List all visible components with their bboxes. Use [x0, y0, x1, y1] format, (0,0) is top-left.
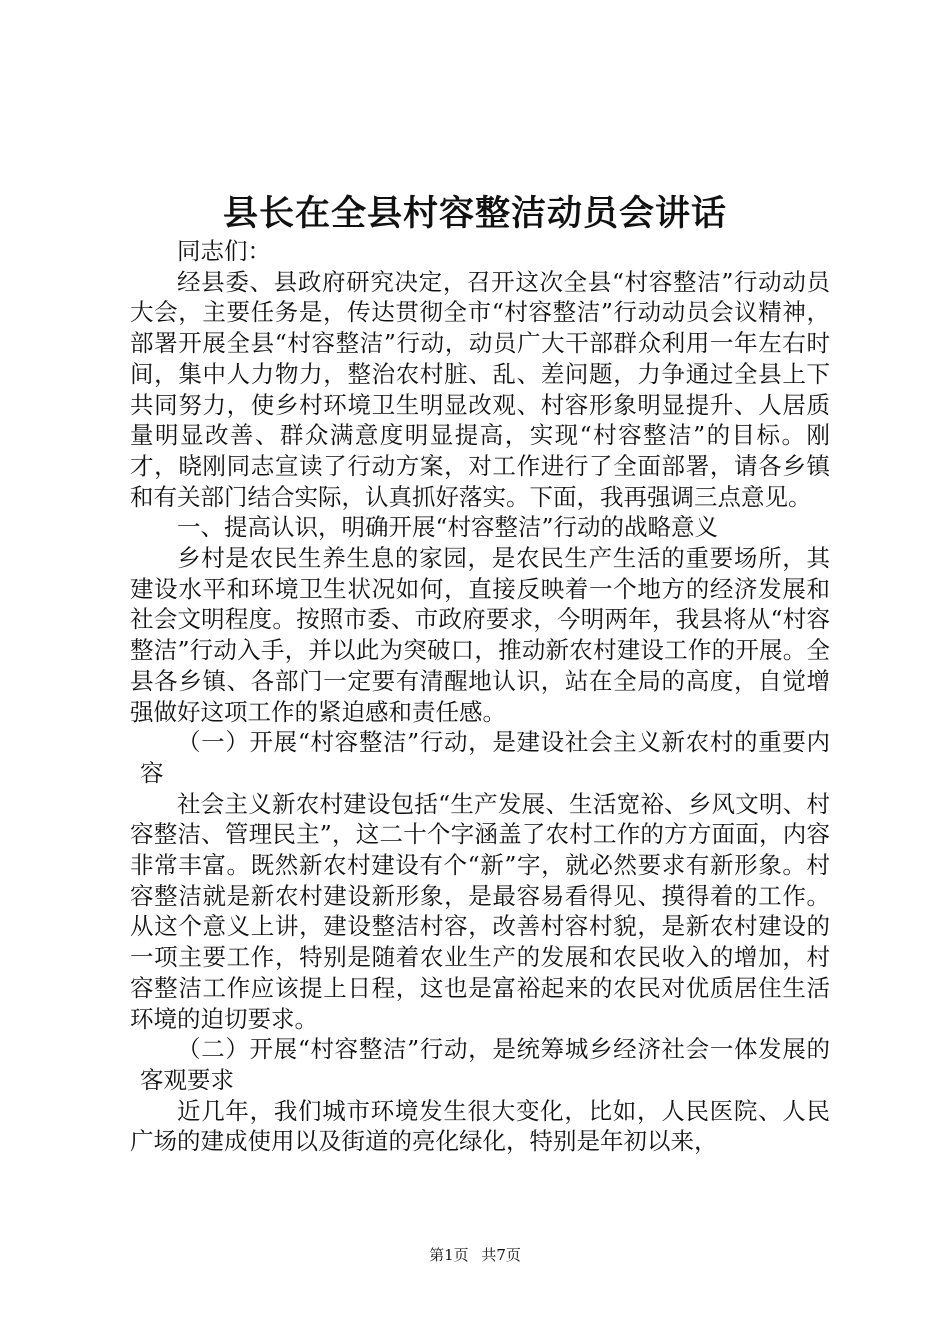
- document-body: [130, 236, 830, 1157]
- body-paragraph: 社会主义新农村建设包括“生产发展、生活宽裕、乡风文明、村容整洁、管理民主”，这二十个字涵盖了农村工作的方方面面，内容非常丰富。既然新农村建设有个“新”字，就必然要求有新形象。村容整洁就是新农村建设新形象，是最容易看得见、摸得着的工作。从这个意义上讲，建设整洁村容，改善村容村貌，是新农村建设的一项主要工作，特别是随着农业生产的发展和农民收入的增加，村容整洁工作应该提上日程，这也是富裕起来的农民对优质居住生活环境的迫切要求。: [130, 789, 830, 1033]
- page-footer: [0, 1244, 950, 1265]
- document-title: 县长在全县村容整洁动员会讲话: [222, 193, 727, 234]
- salutation: 同志们：: [177, 237, 271, 265]
- subsection-heading: （二）开展“村容整洁”行动，是统筹城乡经济社会一体发展的客观要求: [140, 1035, 830, 1094]
- page-number: 第1页: [429, 1246, 469, 1264]
- section-heading: 一、提高认识，明确开展“村容整洁”行动的战略意义: [177, 513, 719, 542]
- body-paragraph: 近几年，我们城市环境发生很大变化，比如，人民医院、人民广场的建成使用以及街道的亮化绿化，特别是年初以来，: [130, 1096, 830, 1156]
- subsection-heading: （一）开展“村容整洁”行动，是建设社会主义新农村的重要内容: [140, 728, 830, 787]
- body-paragraph: 乡村是农民生养生息的家园，是农民生产生活的重要场所，其建设水平和环境卫生状况如何，直接反映着一个地方的经济发展和社会文明程度。按照市委、市政府要求，今明两年，我县将从“村容整洁”行动入手，并以此为突破口，推动新农村建设工作的开展。全县各乡镇、各部门一定要有清醒地认识，站在全局的高度，自觉增强做好这项工作的紧迫感和责任感。: [130, 544, 830, 726]
- page-total: 共7页: [481, 1246, 521, 1264]
- body-paragraph: 经县委、县政府研究决定，召开这次全县“村容整洁”行动动员大会，主要任务是，传达贯彻全市“村容整洁”行动动员会议精神，部署开展全县“村容整洁”行动，动员广大干部群众利用一年左右时间，集中人力物力，整治农村脏、乱、差问题，力争通过全县上下共同努力，使乡村环境卫生明显改观、村容形象明显提升、人居质量明显改善、群众满意度明显提高，实现“村容整洁”的目标。刚才，晓刚同志宣读了行动方案，对工作进行了全面部署，请各乡镇和有关部门结合实际，认真抓好落实。下面，我再强调三点意见。: [130, 267, 830, 511]
